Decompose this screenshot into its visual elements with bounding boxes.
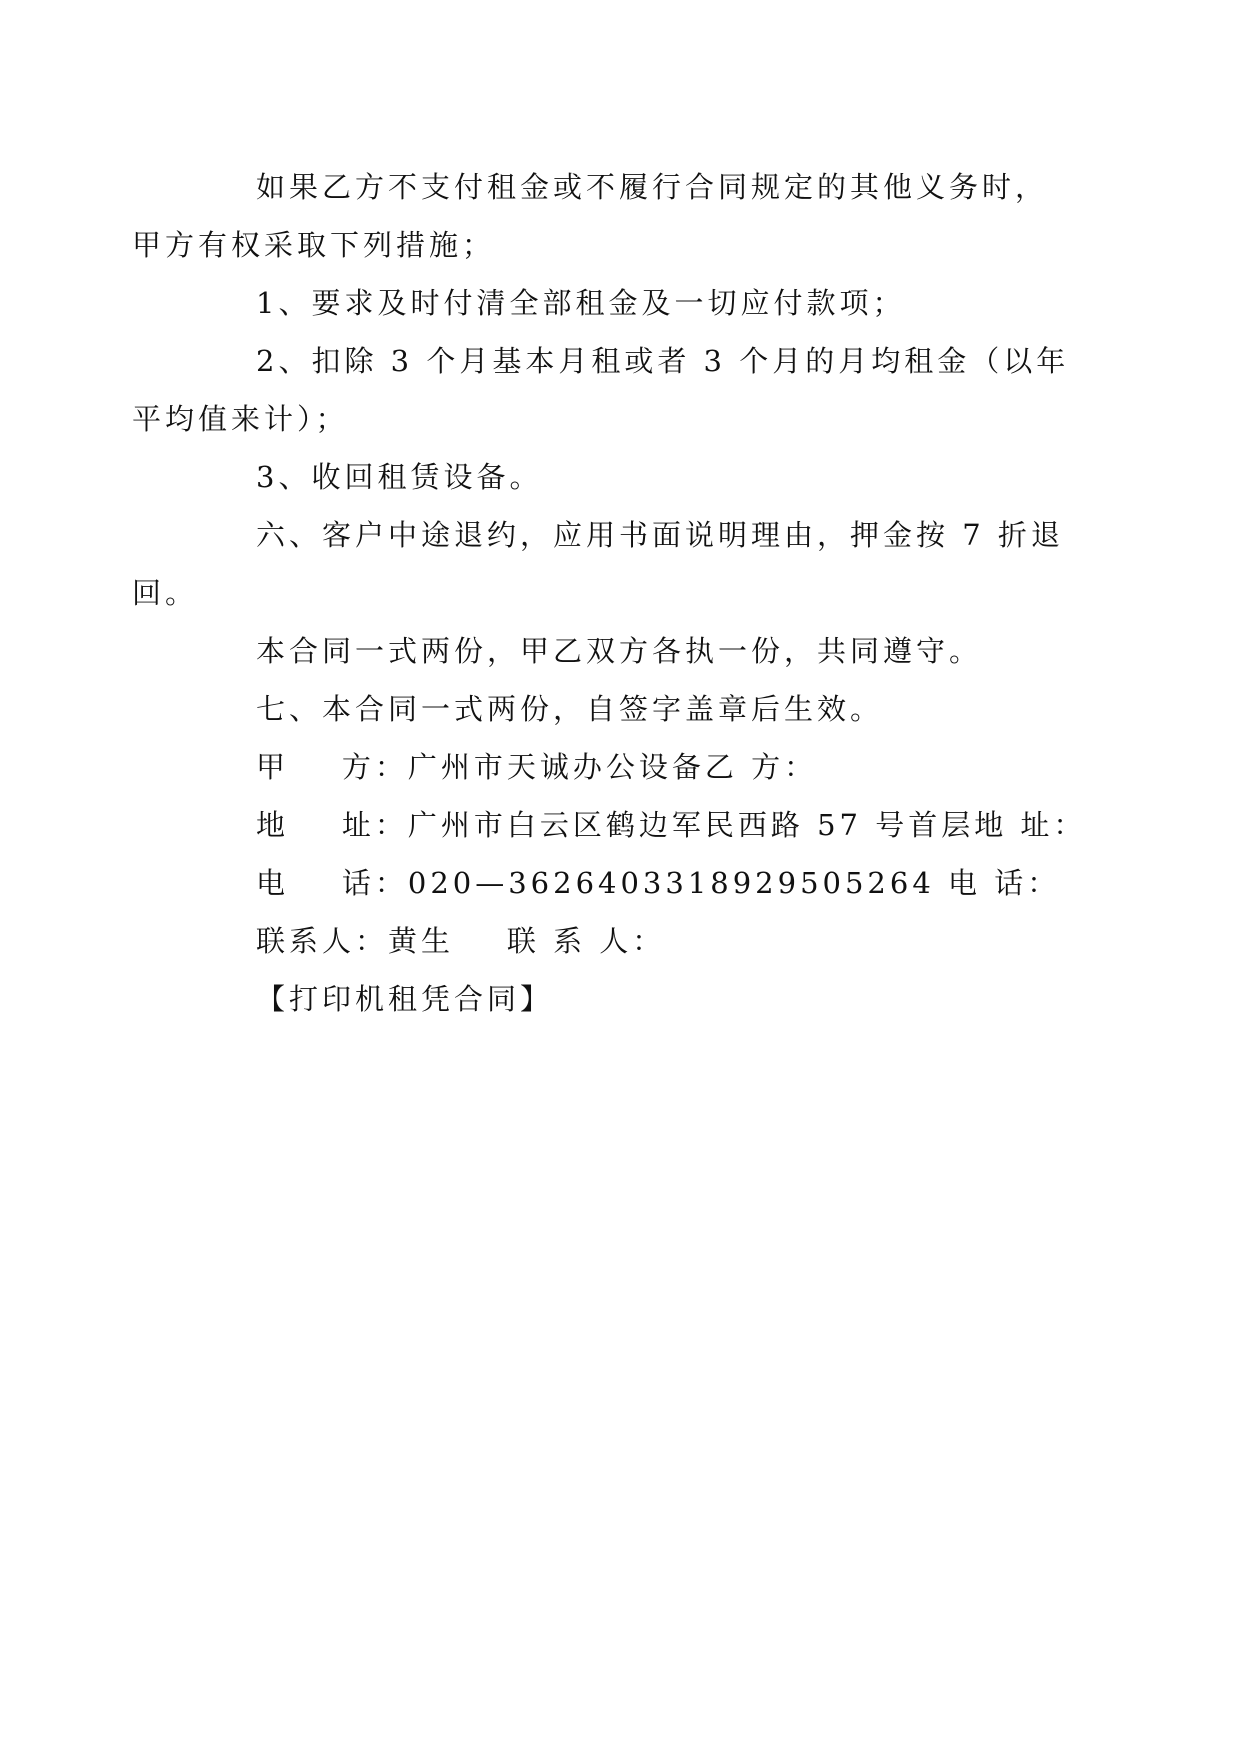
party-a-name-row <box>194 738 1054 796</box>
contract-body <box>132 158 1087 1028</box>
text-line: 回。 <box>132 576 199 610</box>
paragraph-clause-7 <box>194 680 1054 738</box>
text-line: 1、要求及时付清全部租金及一切应付款项； <box>256 286 906 320</box>
text-line: 如果乙方不支付租金或不履行合同规定的其他义务时， <box>256 170 1049 204</box>
text-line: 本合同一式两份，甲乙双方各执一份，共同遵守。 <box>256 634 983 668</box>
text-line: 平均值来计）； <box>132 402 349 436</box>
address-row <box>194 796 1087 854</box>
paragraph-copies <box>194 622 1054 680</box>
paragraph-clause-6 <box>132 506 1064 622</box>
text-line: 甲方有权采取下列措施； <box>132 228 496 262</box>
text-line: 六、客户中途退约，应用书面说明理由，押金按 7 折退 <box>256 518 1064 552</box>
paragraph-breach-measures <box>132 158 1054 274</box>
paragraph-measure-1 <box>194 274 1054 332</box>
document-title-bracketed <box>194 970 1054 1028</box>
text-line: 联系人：黄生 联 系 人： <box>256 924 666 958</box>
text-line: 3、收回租赁设备。 <box>256 460 543 494</box>
text-line: 2、扣除 3 个月基本月租或者 3 个月的月均租金（以年 <box>256 344 1070 378</box>
text-line: 【打印机租凭合同】 <box>256 982 554 1016</box>
phone-row <box>194 854 1061 912</box>
contact-row <box>194 912 1054 970</box>
text-line: 电 话：020—3626403318929505264 电 话： <box>256 866 1061 900</box>
text-line: 七、本合同一式两份，自签字盖章后生效。 <box>256 692 884 726</box>
paragraph-measure-2 <box>132 332 1070 448</box>
paragraph-measure-3 <box>194 448 1054 506</box>
text-line: 甲 方：广州市天诚办公设备乙 方： <box>256 750 818 784</box>
text-line: 地 址：广州市白云区鹤边军民西路 57 号首层地 址： <box>256 808 1087 842</box>
